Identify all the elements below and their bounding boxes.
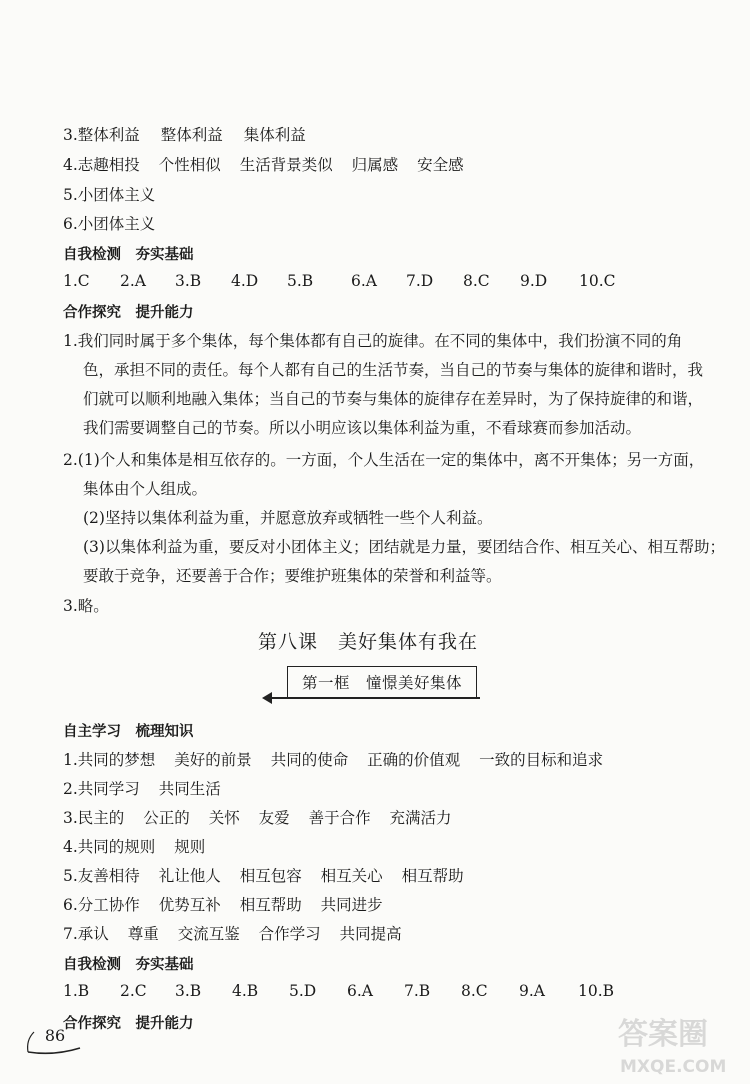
answer-q3: 3.略。 xyxy=(63,597,109,615)
answer-item: 尊重 xyxy=(127,925,159,943)
paragraph-line: 1.我们同时属于多个集体，每个集体都有自己的旋律。在不同的集体中，我们扮演不同的角 xyxy=(63,332,683,350)
section-box-title xyxy=(287,666,477,698)
box-title-text: 第一框 憧憬美好集体 xyxy=(301,674,462,692)
choice-answer: 2.C xyxy=(120,982,147,1000)
choice-answer: 4.D xyxy=(231,272,259,290)
answer-item: 6.分工协作 xyxy=(63,896,140,914)
choice-answer: 9.A xyxy=(519,982,545,1000)
answer-item: 一致的目标和追求 xyxy=(479,751,604,769)
answer-line-5: 5.小团体主义 xyxy=(63,186,156,204)
section-heading-self-check: 自我检测 夯实基础 xyxy=(63,957,194,973)
answer-item: 整体利益 xyxy=(160,126,223,144)
paragraph-line: (3)以集体利益为重，要反对小团体主义；团结就是力量，要团结合作、相互关心、相互帮助； xyxy=(83,538,725,556)
choice-answer: 6.A xyxy=(347,982,373,1000)
answer-item: 正确的价值观 xyxy=(367,751,461,769)
choice-answer: 6.A xyxy=(351,272,377,290)
choice-answer: 7.B xyxy=(404,982,431,1000)
answer-item: 归属感 xyxy=(351,156,399,174)
choice-answer: 3.B xyxy=(175,272,202,290)
answer-item: 礼让他人 xyxy=(158,867,221,885)
paragraph-line: (2)坚持以集体利益为重，并愿意放弃或牺牲一些个人利益。 xyxy=(83,509,493,527)
section-heading-cooperation: 合作探究 提升能力 xyxy=(63,305,194,321)
choice-answer: 5.D xyxy=(289,982,317,1000)
paragraph-line: 2.(1)个人和集体是相互依存的。一方面，个人生活在一定的集体中，离不开集体；另一方面， xyxy=(63,451,705,469)
answer-item: 相互关心 xyxy=(320,867,383,885)
answer-item: 2.共同学习 xyxy=(63,780,140,798)
answer-item: 共同进步 xyxy=(320,896,383,914)
answer-item: 安全感 xyxy=(417,156,464,174)
answer-item: 相互帮助 xyxy=(401,867,464,885)
answer-item: 4.志趣相投 xyxy=(63,156,140,174)
lesson-title: 第八课 美好集体有我在 xyxy=(258,631,479,653)
choice-answer: 9.D xyxy=(520,272,548,290)
choice-answer: 8.C xyxy=(461,982,488,1000)
watermark-top: 答案圈 xyxy=(618,1017,708,1052)
answer-item: 共同的使命 xyxy=(270,751,349,769)
answer-line-6: 6.小团体主义 xyxy=(63,215,156,233)
answer-item: 友爱 xyxy=(258,809,290,827)
study-line-7 xyxy=(63,922,402,944)
study-line-1 xyxy=(63,748,603,770)
answer-item: 集体利益 xyxy=(243,126,306,144)
watermark-logo xyxy=(612,1010,742,1080)
choice-answer: 2.A xyxy=(120,272,146,290)
paragraph-line: 我们需要调整自己的节奏。所以小明应该以集体利益为重，不看球赛而参加活动。 xyxy=(83,419,642,437)
answer-paragraph-q1 xyxy=(63,327,704,443)
answer-item: 美好的前景 xyxy=(174,751,252,769)
choice-answer: 7.D xyxy=(406,272,434,290)
answer-item: 个性相似 xyxy=(158,156,221,174)
answer-item: 公正的 xyxy=(143,809,190,827)
paragraph-line: 要敢于竞争，还要善于合作；要维护班集体的荣誉和利益等。 xyxy=(83,567,502,585)
paragraph-line: 色，承担不同的责任。每个人都有自己的生活节奏，当自己的节奏与集体的旋律和谐时，我 xyxy=(83,361,704,379)
study-line-4 xyxy=(63,835,205,857)
answer-item: 关怀 xyxy=(208,809,240,827)
paragraph-line: 们就可以顺利地融入集体；当自己的节奏与集体的旋律存在差异时，为了保持旋律的和谐， xyxy=(83,390,704,408)
answer-item: 4.共同的规则 xyxy=(63,838,156,856)
answer-paragraph-q2 xyxy=(63,446,725,591)
answer-item: 相互包容 xyxy=(239,867,302,885)
answer-line-3 xyxy=(63,123,306,145)
section-heading-self-check: 自我检测 夯实基础 xyxy=(63,247,194,263)
answer-item: 充满活力 xyxy=(389,809,452,827)
study-line-5 xyxy=(63,864,464,886)
answer-item: 合作学习 xyxy=(258,925,321,943)
paragraph-line: 集体由个人组成。 xyxy=(83,480,208,498)
watermark-bottom: MXQE.COM xyxy=(620,1057,727,1077)
answer-item: 5.友善相待 xyxy=(63,867,140,885)
study-line-3 xyxy=(63,806,452,828)
answer-item: 共同提高 xyxy=(339,925,402,943)
choice-answer: 3.B xyxy=(175,982,202,1000)
arrow-left-icon xyxy=(262,692,272,704)
answer-item: 交流互鉴 xyxy=(177,925,240,943)
choice-answer: 8.C xyxy=(463,272,490,290)
choice-answer: 1.B xyxy=(63,982,90,1000)
choice-answer: 5.B xyxy=(287,272,314,290)
choice-answer: 1.C xyxy=(63,272,90,290)
answer-item: 规则 xyxy=(174,838,206,856)
choice-answer: 4.B xyxy=(232,982,259,1000)
answer-item: 相互帮助 xyxy=(239,896,302,914)
answer-item: 1.共同的梦想 xyxy=(63,751,156,769)
answer-item: 3.整体利益 xyxy=(63,126,140,144)
study-line-6 xyxy=(63,893,383,915)
answer-item: 3.民主的 xyxy=(63,809,125,827)
choice-answer: 10.C xyxy=(579,272,616,290)
answer-line-4 xyxy=(63,153,464,175)
answer-item: 善于合作 xyxy=(308,809,371,827)
answer-item: 共同生活 xyxy=(158,780,221,798)
section-heading-self-study: 自主学习 梳理知识 xyxy=(63,724,194,740)
choice-answer: 10.B xyxy=(578,982,615,1000)
answer-item: 7.承认 xyxy=(63,925,109,943)
section-heading-cooperation: 合作探究 提升能力 xyxy=(63,1016,194,1032)
page-number: 86 xyxy=(44,1025,66,1045)
answer-item: 生活背景类似 xyxy=(239,156,333,174)
study-line-2 xyxy=(63,777,221,799)
answer-item: 优势互补 xyxy=(158,896,221,914)
